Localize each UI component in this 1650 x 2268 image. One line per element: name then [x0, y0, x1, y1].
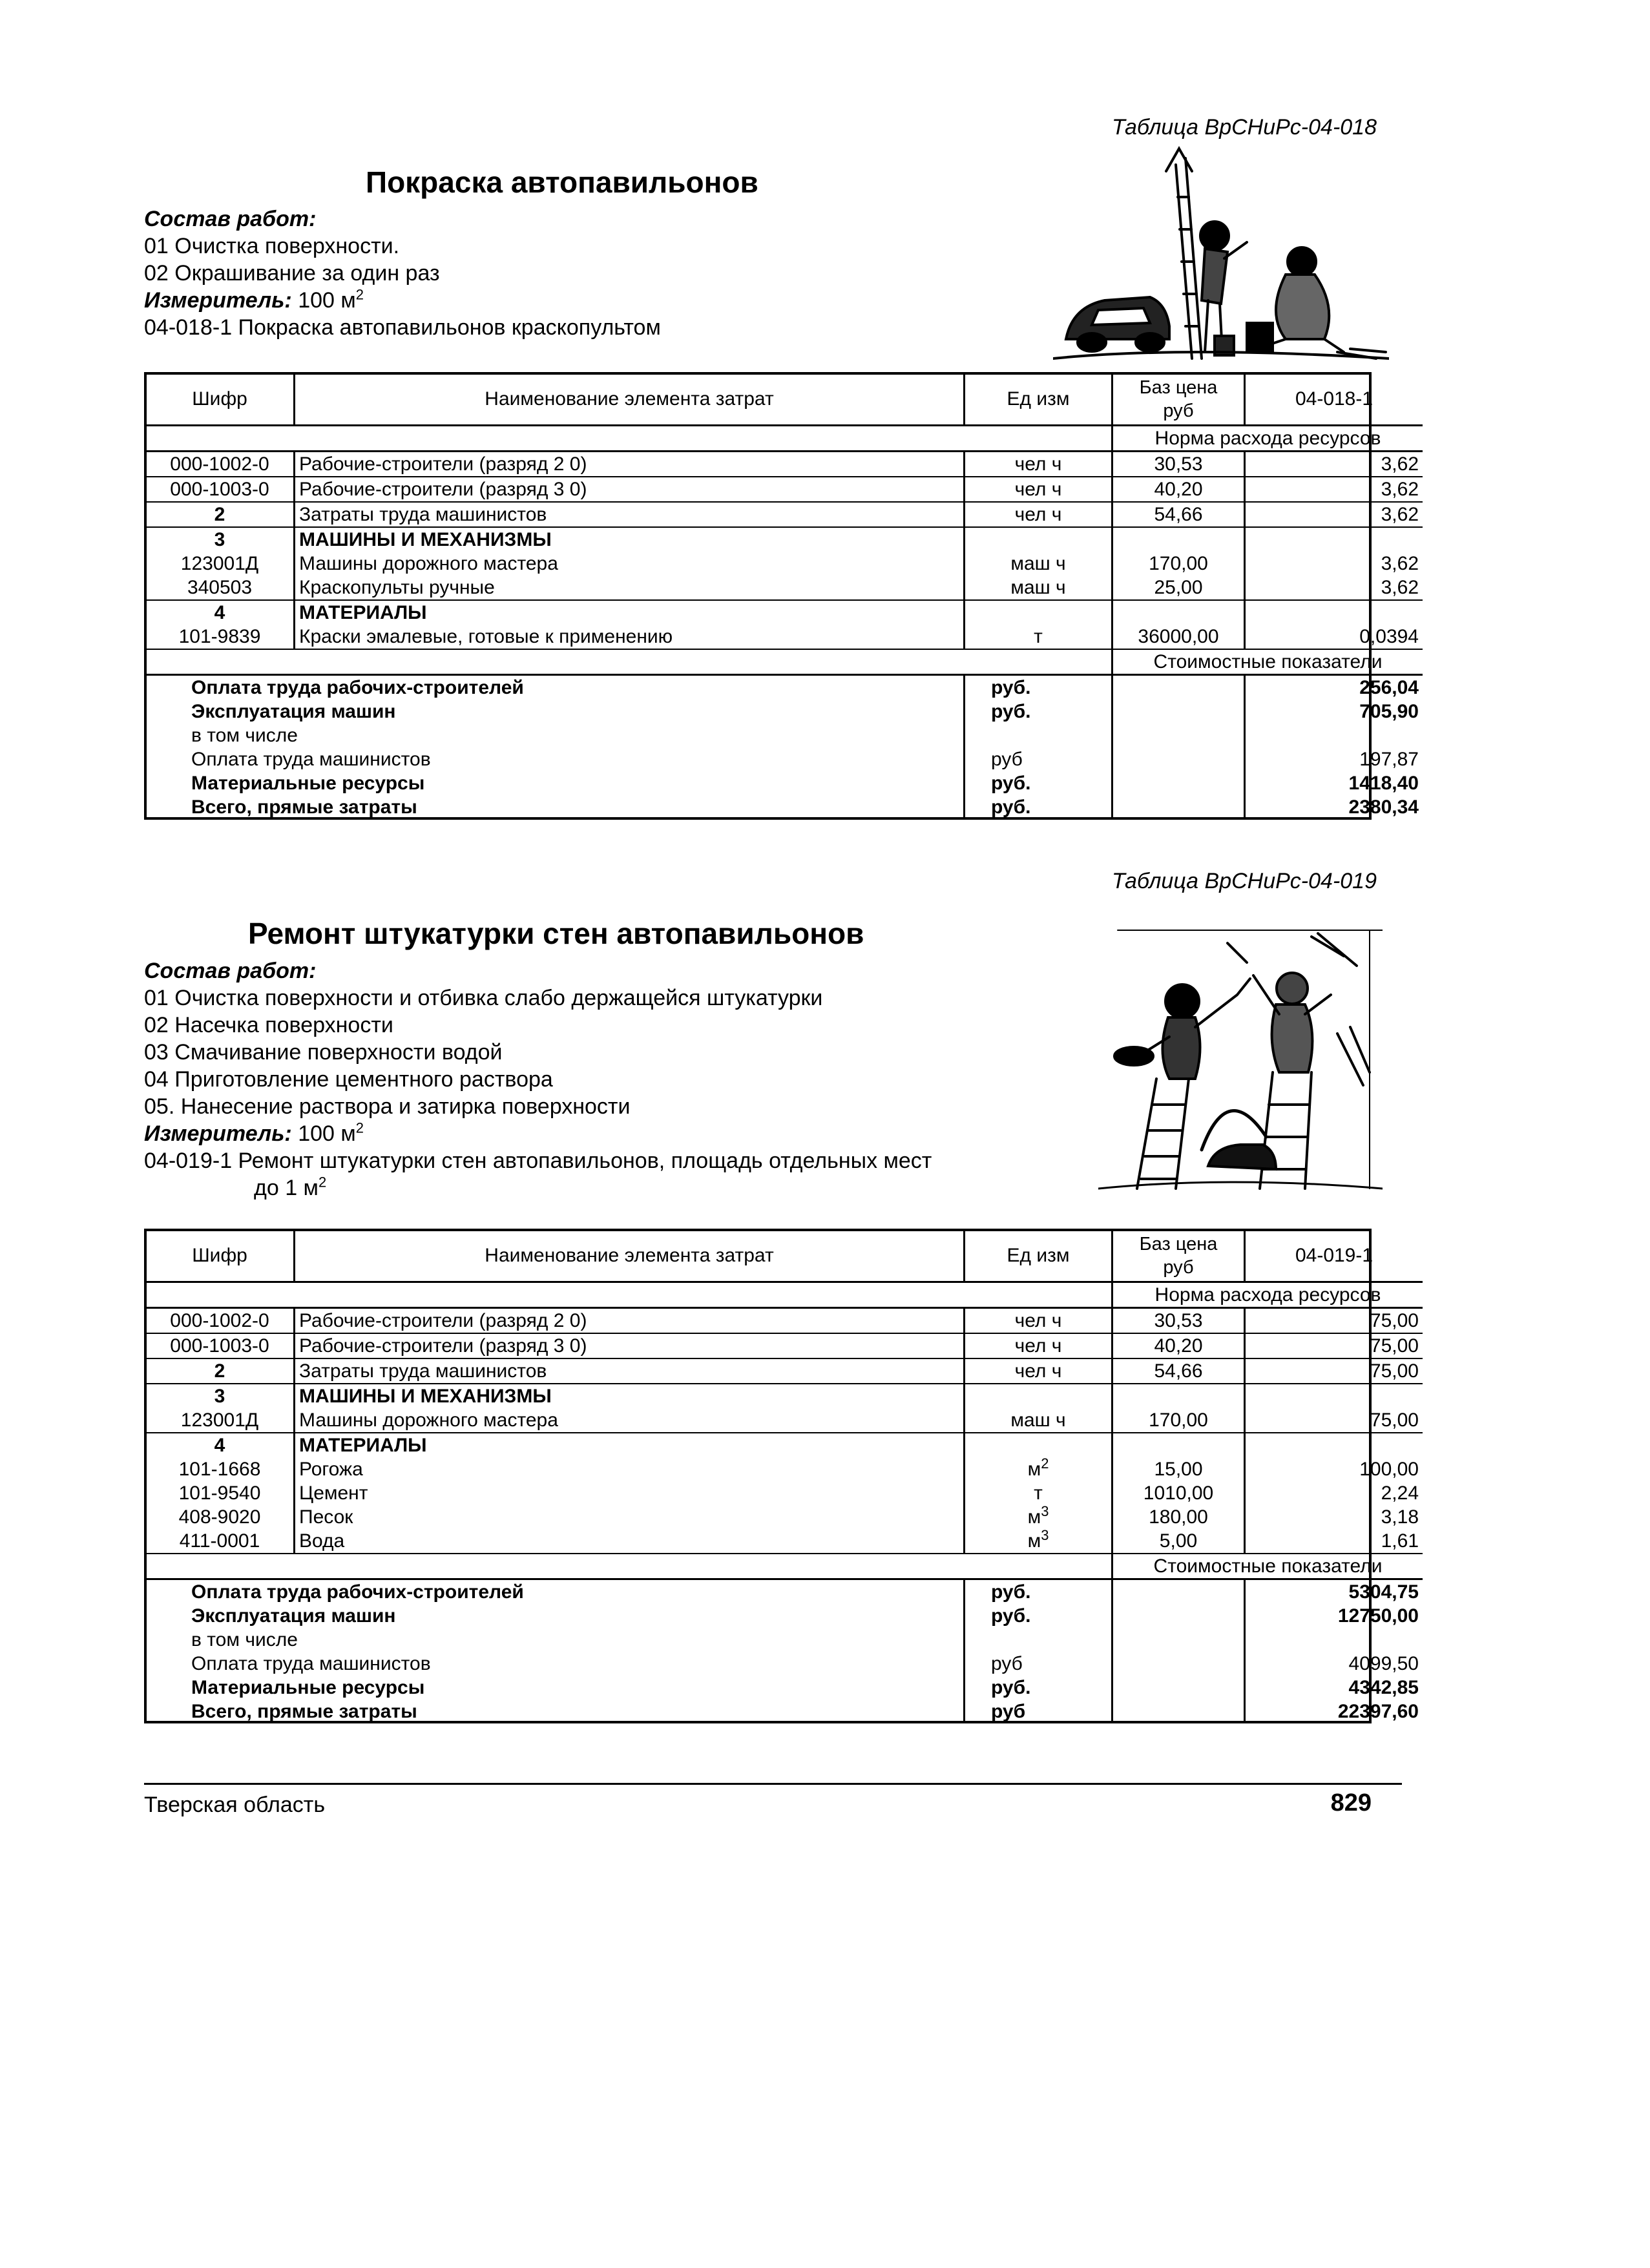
row-unit: [965, 1433, 1112, 1457]
row-value: 75,00: [1245, 1308, 1423, 1334]
row-code: 2: [146, 502, 295, 527]
cost-row: [146, 795, 1423, 819]
unit-text: м: [1027, 1506, 1041, 1528]
row-name: Рабочие-строители (разряд 2 0): [295, 1308, 965, 1334]
page-number: 829: [1330, 1789, 1372, 1816]
row-value: 75,00: [1245, 1333, 1423, 1358]
table-header-row: [146, 1231, 1423, 1282]
cost-unit: руб: [965, 747, 1112, 771]
work-item: 04 Приготовление цементного раствора: [144, 1067, 553, 1092]
row-value: [1245, 1384, 1423, 1408]
table-row: [146, 527, 1423, 552]
row-unit: [965, 600, 1112, 625]
work-label: Состав работ:: [144, 959, 317, 983]
row-price: 170,00: [1112, 552, 1245, 576]
cost-value: 1418,40: [1348, 773, 1419, 794]
row-value: 2,24: [1381, 1483, 1419, 1504]
row-price: 40,20: [1112, 1333, 1245, 1358]
header-norm-code: 04-018-1: [1245, 374, 1423, 426]
table-row: [146, 1308, 1423, 1334]
cost-row: [146, 1579, 1423, 1605]
measure-line: [144, 287, 661, 314]
unit-text: м: [1027, 1530, 1041, 1552]
cost-row: [146, 771, 1423, 795]
norm-line: [144, 1174, 932, 1202]
row-unit: [965, 1457, 1112, 1481]
row-code: 411-0001: [146, 1529, 295, 1554]
row-unit: [965, 1505, 1112, 1529]
cost-row: [146, 1700, 1423, 1723]
cost-name: в том числе: [146, 1628, 965, 1652]
cost-row: [146, 675, 1423, 700]
cost-name: Оплата труда машинистов: [146, 747, 965, 771]
cost-value: 2380,34: [1348, 796, 1419, 818]
row-code: 4: [146, 1433, 295, 1457]
row-code: 408-9020: [146, 1505, 295, 1529]
row-price: [1112, 600, 1245, 625]
unit-sup: 3: [1041, 1505, 1049, 1519]
cost-unit: руб: [965, 1652, 1112, 1676]
row-price: 15,00: [1112, 1457, 1245, 1481]
row-price: 54,66: [1112, 502, 1245, 527]
header-unit: Ед изм: [965, 1231, 1112, 1282]
plasterers-illustration: [1098, 917, 1383, 1195]
row-price: 180,00: [1112, 1505, 1245, 1529]
table-row: [146, 576, 1423, 600]
section-row: [146, 426, 1423, 452]
row-unit: маш ч: [965, 576, 1112, 600]
norm-line-2: до 1 м: [254, 1176, 319, 1200]
row-code: 3: [146, 527, 295, 552]
row-value: 1,61: [1245, 1529, 1423, 1554]
header-name: Наименование элемента затрат: [295, 374, 965, 426]
cost-unit: руб: [965, 1700, 1112, 1723]
cost-value: 22397,60: [1337, 1701, 1419, 1722]
table-row: [146, 552, 1423, 576]
row-unit: чел ч: [965, 1358, 1112, 1384]
row-unit: чел ч: [965, 1308, 1112, 1334]
row-code: 3: [146, 1384, 295, 1408]
row-code: 340503: [146, 576, 295, 600]
table-row: [146, 502, 1423, 527]
row-code: 101-1668: [146, 1457, 295, 1481]
table-caption: Таблица ВрСНиРс-04-018: [1111, 115, 1377, 140]
row-price: 40,20: [1112, 477, 1245, 502]
cost-row: [146, 1652, 1423, 1676]
header-price-line1: Баз цена: [1139, 377, 1218, 398]
row-unit: маш ч: [965, 1408, 1112, 1433]
painters-illustration: [1053, 145, 1389, 365]
cost-name: Материальные ресурсы: [146, 1676, 965, 1700]
row-price: [1112, 527, 1245, 552]
cost-row: [146, 1676, 1423, 1700]
row-code: 000-1003-0: [146, 477, 295, 502]
section-cost-label: Стоимостные показатели: [1112, 649, 1423, 675]
measure-label: Измеритель:: [144, 288, 292, 313]
cost-name: Оплата труда машинистов: [146, 1652, 965, 1676]
row-value: 3,62: [1245, 477, 1423, 502]
work-item: 05. Нанесение раствора и затирка поверхности: [144, 1094, 631, 1119]
section-row: [146, 1554, 1423, 1579]
cost-unit: руб.: [965, 1676, 1112, 1700]
measure-label: Измеритель:: [144, 1121, 292, 1146]
unit-sup: 2: [1041, 1457, 1049, 1472]
section-norm-label: Норма расхода ресурсов: [1112, 426, 1423, 452]
cost-value: 705,90: [1359, 701, 1419, 722]
section-row: [146, 1282, 1423, 1308]
row-name: МАТЕРИАЛЫ: [295, 1433, 965, 1457]
measure-sup: 2: [355, 1119, 364, 1136]
row-name: Рогожа: [295, 1457, 965, 1481]
row-value: 0,0394: [1245, 625, 1423, 649]
cost-row: [146, 723, 1423, 747]
row-value: [1245, 600, 1423, 625]
cost-name: Всего, прямые затраты: [146, 1700, 965, 1723]
norm-line: 04-018-1 Покраска автопавильонов краскопультом: [144, 315, 661, 340]
section-cost-label: Стоимостные показатели: [1112, 1554, 1423, 1579]
cost-name: Всего, прямые затраты: [146, 795, 965, 819]
row-code: 4: [146, 600, 295, 625]
row-unit: т: [965, 625, 1112, 649]
norm-line-2-sup: 2: [318, 1174, 327, 1191]
row-unit: чел ч: [965, 477, 1112, 502]
table-row: [146, 1408, 1423, 1433]
row-unit: чел ч: [965, 1333, 1112, 1358]
cost-unit: руб.: [965, 771, 1112, 795]
row-name: Машины дорожного мастера: [295, 552, 965, 576]
row-value: 100,00: [1359, 1459, 1419, 1480]
row-name: Краски эмалевые, готовые к применению: [295, 625, 965, 649]
row-unit: чел ч: [965, 502, 1112, 527]
header-code: Шифр: [146, 1231, 295, 1282]
row-name: Рабочие-строители (разряд 3 0): [295, 477, 965, 502]
cost-name: Оплата труда рабочих-строителей: [146, 1579, 965, 1605]
header-price-line2: руб: [1163, 1257, 1194, 1278]
table-row: [146, 1457, 1423, 1481]
cost-row: [146, 1604, 1423, 1628]
footer-region: Тверская область: [144, 1793, 326, 1817]
cost-row: [146, 1628, 1423, 1652]
cost-value: 4099,50: [1348, 1653, 1419, 1674]
row-name: Затраты труда машинистов: [295, 1358, 965, 1384]
row-unit: чел ч: [965, 452, 1112, 477]
measure-value: 100 м: [298, 1121, 356, 1146]
work-composition: [144, 205, 661, 341]
section-row: [146, 649, 1423, 675]
row-value: [1245, 1433, 1423, 1457]
row-name: Вода: [295, 1529, 965, 1554]
measure-line: [144, 1120, 932, 1147]
row-price: [1112, 1433, 1245, 1457]
work-composition: [144, 957, 932, 1202]
row-name: МАТЕРИАЛЫ: [295, 600, 965, 625]
table-row: [146, 1481, 1423, 1505]
cost-value: 5304,75: [1348, 1581, 1419, 1603]
row-unit: [965, 1384, 1112, 1408]
section-title: Покраска автопавильонов: [366, 165, 758, 199]
header-code: Шифр: [146, 374, 295, 426]
row-code: 000-1002-0: [146, 1308, 295, 1334]
cost-name: Эксплуатация машин: [146, 700, 965, 723]
header-price: [1112, 374, 1245, 426]
resource-table: [146, 1231, 1423, 1723]
table-caption: Таблица ВрСНиРс-04-019: [1111, 869, 1377, 893]
cost-unit: руб.: [965, 795, 1112, 819]
table-row: [146, 625, 1423, 649]
row-price: 30,53: [1112, 1308, 1245, 1334]
row-name: МАШИНЫ И МЕХАНИЗМЫ: [295, 1384, 965, 1408]
cost-value: 12750,00: [1337, 1605, 1419, 1627]
header-price: [1112, 1231, 1245, 1282]
table-row: [146, 1433, 1423, 1457]
unit-sup: 3: [1041, 1529, 1049, 1543]
row-code: 000-1003-0: [146, 1333, 295, 1358]
row-price: 1010,00: [1112, 1481, 1245, 1505]
row-price: 170,00: [1112, 1408, 1245, 1433]
cost-unit: руб.: [965, 700, 1112, 723]
table-row: [146, 1358, 1423, 1384]
row-code: 123001Д: [146, 552, 295, 576]
row-name: Машины дорожного мастера: [295, 1408, 965, 1433]
work-item: 02 Насечка поверхности: [144, 1013, 393, 1037]
row-name: Краскопульты ручные: [295, 576, 965, 600]
measure-sup: 2: [355, 286, 364, 303]
cost-value: 197,87: [1359, 749, 1419, 770]
row-code: 000-1002-0: [146, 452, 295, 477]
cost-name: Материальные ресурсы: [146, 771, 965, 795]
row-name: Затраты труда машинистов: [295, 502, 965, 527]
cost-name: Оплата труда рабочих-строителей: [146, 675, 965, 700]
cost-row: [146, 747, 1423, 771]
row-value: [1245, 527, 1423, 552]
row-code: 101-9540: [146, 1481, 295, 1505]
cost-row: [146, 700, 1423, 723]
table-row: [146, 477, 1423, 502]
cost-unit: руб.: [965, 1604, 1112, 1628]
norm-line: 04-019-1 Ремонт штукатурки стен автопавильонов, площадь отдельных мест: [144, 1149, 932, 1173]
cost-name: в том числе: [146, 723, 965, 747]
cost-unit: руб.: [965, 1579, 1112, 1605]
row-name: Песок: [295, 1505, 965, 1529]
row-value: 3,18: [1381, 1506, 1419, 1528]
table-row: [146, 1384, 1423, 1408]
row-name: МАШИНЫ И МЕХАНИЗМЫ: [295, 527, 965, 552]
row-unit: т: [965, 1481, 1112, 1505]
cost-unit: руб.: [965, 675, 1112, 700]
table-header-row: [146, 374, 1423, 426]
row-value: 75,00: [1245, 1408, 1423, 1433]
row-code: 2: [146, 1358, 295, 1384]
row-name: Рабочие-строители (разряд 3 0): [295, 1333, 965, 1358]
footer-divider: [144, 1783, 1402, 1785]
row-code: 101-9839: [146, 625, 295, 649]
row-unit: [965, 527, 1112, 552]
resource-table: [146, 374, 1423, 819]
row-price: [1112, 1384, 1245, 1408]
table-row: [146, 1529, 1423, 1554]
row-name: Рабочие-строители (разряд 2 0): [295, 452, 965, 477]
work-label: Состав работ:: [144, 207, 317, 231]
section-norm-label: Норма расхода ресурсов: [1112, 1282, 1423, 1308]
table-row: [146, 1505, 1423, 1529]
work-item: 01 Очистка поверхности и отбивка слабо держащейся штукатурки: [144, 986, 823, 1010]
measure-value: 100 м: [298, 288, 356, 313]
unit-text: м: [1027, 1459, 1041, 1480]
work-item: 03 Смачивание поверхности водой: [144, 1040, 503, 1065]
row-price: 54,66: [1112, 1358, 1245, 1384]
row-unit: [965, 1529, 1112, 1554]
row-price: 5,00: [1112, 1529, 1245, 1554]
cost-value: 4342,85: [1348, 1677, 1419, 1698]
row-value: 3,62: [1245, 502, 1423, 527]
table-row: [146, 600, 1423, 625]
row-value: 3,62: [1245, 576, 1423, 600]
row-price: 36000,00: [1112, 625, 1245, 649]
header-price-line1: Баз цена: [1139, 1234, 1218, 1254]
table-row: [146, 452, 1423, 477]
row-price: 25,00: [1112, 576, 1245, 600]
row-name: Цемент: [295, 1481, 965, 1505]
section-title: Ремонт штукатурки стен автопавильонов: [248, 917, 864, 950]
row-price: 30,53: [1112, 452, 1245, 477]
row-value: 3,62: [1245, 452, 1423, 477]
row-unit: маш ч: [965, 552, 1112, 576]
header-unit: Ед изм: [965, 374, 1112, 426]
work-item: 01 Очистка поверхности.: [144, 234, 400, 258]
cost-value: 256,04: [1359, 677, 1419, 698]
work-item: 02 Окрашивание за один раз: [144, 261, 440, 286]
cost-name: Эксплуатация машин: [146, 1604, 965, 1628]
row-code: 123001Д: [146, 1408, 295, 1433]
header-norm-code: 04-019-1: [1245, 1231, 1423, 1282]
header-name: Наименование элемента затрат: [295, 1231, 965, 1282]
table-row: [146, 1333, 1423, 1358]
row-value: 75,00: [1245, 1358, 1423, 1384]
header-price-line2: руб: [1163, 401, 1194, 421]
row-value: 3,62: [1381, 553, 1419, 574]
